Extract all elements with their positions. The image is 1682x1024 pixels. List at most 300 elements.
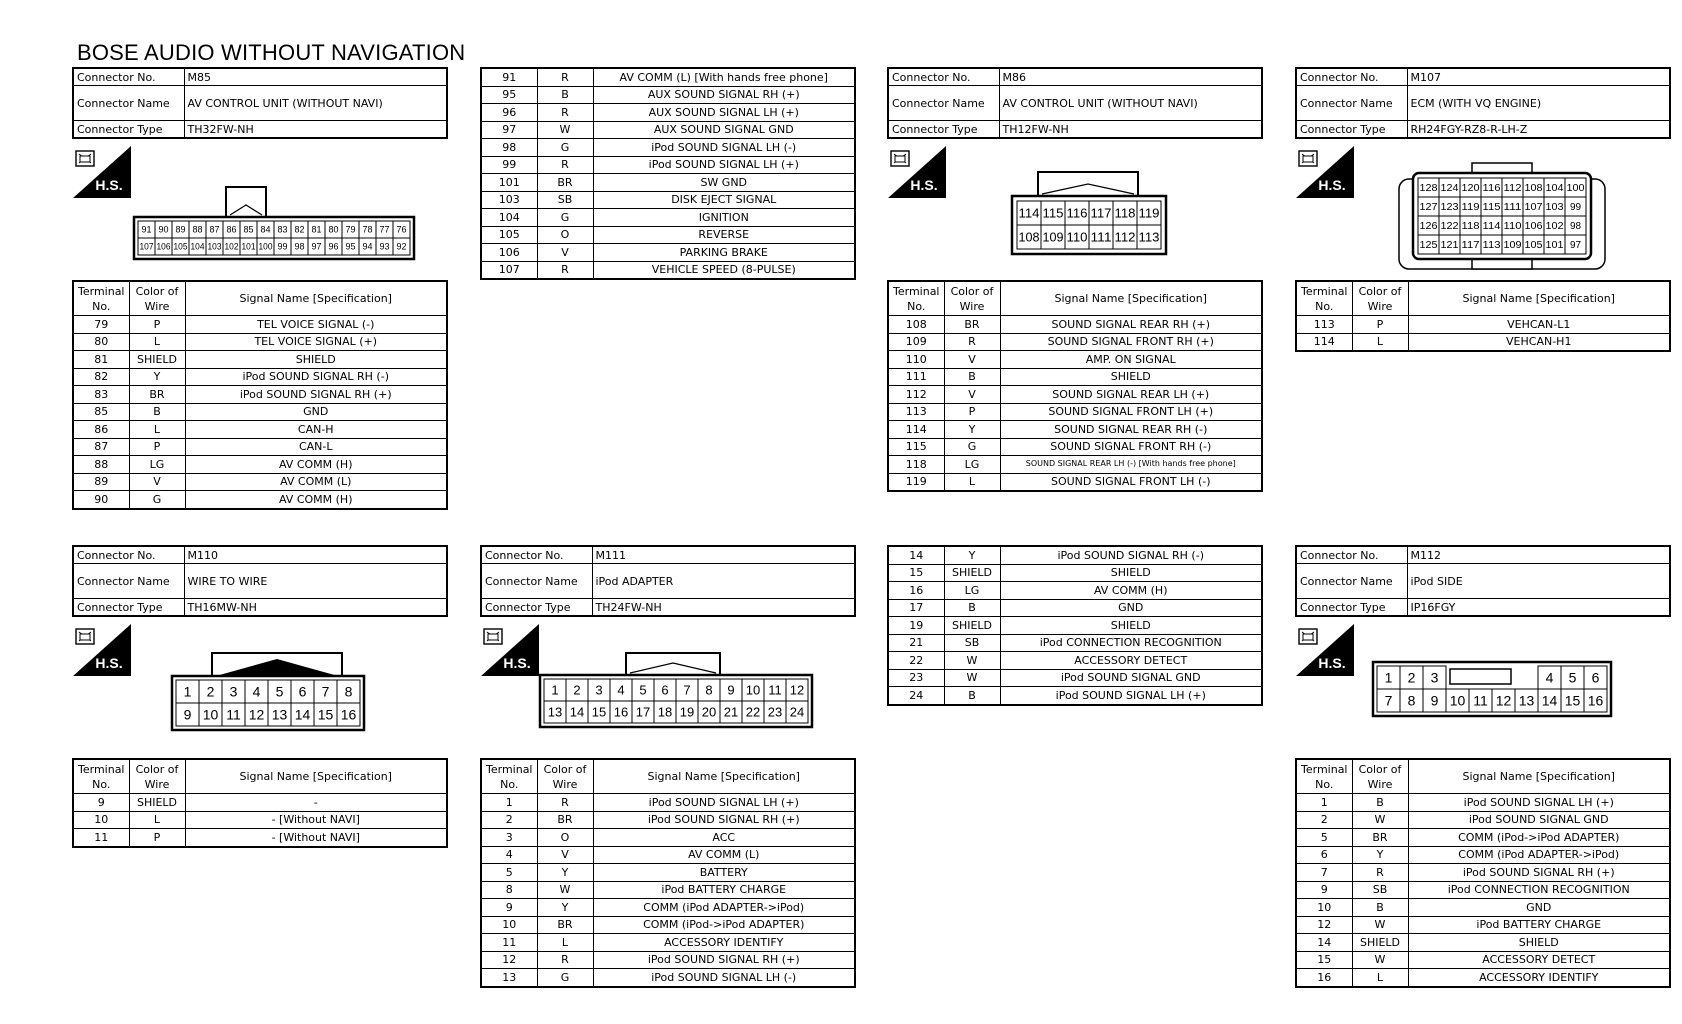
- wire-color: BR: [537, 174, 593, 192]
- signal-name: SOUND SIGNAL REAR RH (+): [1000, 316, 1262, 334]
- table-row: [73, 421, 447, 439]
- terminal-no: 108: [888, 316, 944, 334]
- table-row: [481, 846, 855, 864]
- wire-color: R: [944, 333, 1000, 351]
- terminal-no: 95: [481, 86, 537, 104]
- pin-number: 6: [298, 683, 307, 700]
- wire-color: L: [944, 473, 1000, 491]
- table-row: [481, 191, 855, 209]
- pin-number: 126: [1419, 221, 1438, 233]
- pin-number: 8: [344, 683, 353, 700]
- wire-color: W: [944, 669, 1000, 687]
- label: Connector Name: [1296, 564, 1407, 599]
- wire-color: SHIELD: [129, 351, 185, 369]
- pin-number: 3: [595, 682, 603, 698]
- pin-number: 13: [271, 706, 288, 723]
- pin-number: 106: [156, 241, 171, 252]
- terminal-no: 107: [481, 261, 537, 279]
- terminal-no: 1: [481, 794, 537, 812]
- table-row: [1296, 811, 1670, 829]
- pin-number: 90: [158, 224, 169, 235]
- connector-no: M111: [592, 546, 855, 564]
- wire-color: SHIELD: [129, 794, 185, 812]
- pin-number: 4: [252, 683, 261, 700]
- table-row: [481, 881, 855, 899]
- wire-color: W: [1352, 951, 1408, 969]
- signal-name: AUX SOUND SIGNAL RH (+): [593, 86, 855, 104]
- wire-color: P: [1352, 316, 1408, 334]
- table-row: [1296, 951, 1670, 969]
- pin-number: 2: [573, 682, 581, 698]
- label: Connector No.: [888, 68, 999, 86]
- terminal-no: 19: [888, 617, 944, 635]
- pin-number: 108: [1524, 183, 1543, 195]
- label: Connector No.: [481, 546, 592, 564]
- signal-name: VEHCAN-L1: [1408, 316, 1670, 334]
- pin-number: 89: [175, 224, 186, 235]
- terminal-no: 10: [1296, 899, 1352, 917]
- pin-number: 111: [1090, 229, 1112, 245]
- table-row: [1296, 864, 1670, 882]
- pin-number: 106: [1524, 221, 1543, 233]
- signal-name: SHIELD: [185, 351, 447, 369]
- terminal-no: 101: [481, 174, 537, 192]
- pin-number: 10: [745, 682, 761, 698]
- terminal-no: 6: [1296, 846, 1352, 864]
- signal-name: SHIELD: [1000, 617, 1262, 635]
- pin-number: 3: [1430, 669, 1439, 686]
- terminal-no: 23: [888, 669, 944, 687]
- signal-name: AV COMM (L) [With hands free phone]: [593, 68, 855, 86]
- signal-name: - [Without NAVI]: [185, 811, 447, 829]
- label: Connector Type: [1296, 121, 1407, 139]
- label: Connector Name: [73, 564, 184, 599]
- signal-name: -: [185, 794, 447, 812]
- wire-color: R: [1352, 864, 1408, 882]
- connector-no: M86: [999, 68, 1262, 86]
- pin-number: 109: [1042, 229, 1064, 245]
- terminal-no: 81: [73, 351, 129, 369]
- signal-name: iPod SOUND SIGNAL LH (+): [593, 156, 855, 174]
- pin-number: 110: [1066, 229, 1088, 245]
- table-row: [888, 546, 1262, 564]
- table-row: [481, 174, 855, 192]
- terminal-no: 99: [481, 156, 537, 174]
- pin-number: 93: [379, 241, 390, 252]
- pin-number: 110: [1503, 221, 1522, 233]
- wire-color: G: [537, 969, 593, 987]
- table-row: [481, 209, 855, 227]
- terminal-no: 24: [888, 687, 944, 705]
- table-row: [481, 244, 855, 262]
- wire-color: Y: [944, 546, 1000, 564]
- table-row: [1296, 829, 1670, 847]
- pin-number: 104: [190, 241, 205, 252]
- connector-info-m112: [1295, 545, 1671, 617]
- pin-number: 121: [1440, 240, 1459, 252]
- signal-name: TEL VOICE SIGNAL (+): [185, 333, 447, 351]
- pin-number: 8: [705, 682, 713, 698]
- header-signal-name: Signal Name [Specification]: [1408, 281, 1670, 316]
- wire-color: R: [537, 68, 593, 86]
- table-row: [888, 582, 1262, 600]
- connector-name: AV CONTROL UNIT (WITHOUT NAVI): [999, 86, 1262, 121]
- pin-number: 117: [1090, 205, 1112, 221]
- connector-info-m111: [480, 545, 856, 617]
- wire-color: P: [129, 438, 185, 456]
- signal-name: SOUND SIGNAL REAR LH (+): [1000, 386, 1262, 404]
- signal-name: COMM (iPod->iPod ADAPTER): [593, 916, 855, 934]
- wire-color: L: [1352, 969, 1408, 987]
- pin-number: 14: [569, 704, 585, 720]
- pin-number: 2: [1407, 669, 1416, 686]
- label: Connector No.: [1296, 546, 1407, 564]
- terminal-no: 105: [481, 226, 537, 244]
- table-row: [73, 456, 447, 474]
- pin-number: 108: [1018, 229, 1040, 245]
- wire-color: L: [129, 421, 185, 439]
- wire-color: Y: [537, 899, 593, 917]
- wire-color: L: [1352, 333, 1408, 351]
- wire-color: B: [1352, 794, 1408, 812]
- pin-number: 117: [1461, 240, 1480, 252]
- signal-name: COMM (iPod ADAPTER->iPod): [593, 899, 855, 917]
- signal-name: AV COMM (H): [1000, 582, 1262, 600]
- pin-number: 115: [1042, 205, 1064, 221]
- signal-name: iPod BATTERY CHARGE: [1408, 916, 1670, 934]
- wire-color: SHIELD: [944, 564, 1000, 582]
- signal-name: SHIELD: [1000, 564, 1262, 582]
- pin-number: 10: [202, 706, 219, 723]
- connector-name: WIRE TO WIRE: [184, 564, 447, 599]
- signal-name: SW GND: [593, 174, 855, 192]
- table-row: [888, 652, 1262, 670]
- signal-name: ACCESSORY IDENTIFY: [1408, 969, 1670, 987]
- pin-number: 81: [311, 224, 322, 235]
- wire-color: G: [537, 139, 593, 157]
- pin-number: 17: [635, 704, 651, 720]
- label: Connector Name: [481, 564, 592, 599]
- pin-number: 98: [294, 241, 305, 252]
- wire-color: G: [944, 438, 1000, 456]
- pin-number: 16: [1587, 692, 1604, 709]
- header-terminal-no: Terminal No.: [73, 281, 129, 316]
- table-row: [481, 139, 855, 157]
- pin-number: 107: [1524, 202, 1543, 214]
- pin-number: 15: [591, 704, 607, 720]
- pin-number: 123: [1440, 202, 1459, 214]
- pin-number: 21: [723, 704, 739, 720]
- pin-number: 1: [1384, 669, 1393, 686]
- terminal-no: 10: [481, 916, 537, 934]
- terminal-no: 9: [481, 899, 537, 917]
- pin-number: 118: [1461, 221, 1480, 233]
- terminal-no: 15: [1296, 951, 1352, 969]
- connector-face-m107: [1397, 161, 1607, 271]
- terminal-no: 4: [481, 846, 537, 864]
- hs-icon: [1296, 146, 1354, 198]
- pin-number: 99: [277, 241, 288, 252]
- pin-number: 105: [173, 241, 188, 252]
- signal-name: AMP. ON SIGNAL: [1000, 351, 1262, 369]
- wire-color: Y: [944, 421, 1000, 439]
- connector-name: iPod ADAPTER: [592, 564, 855, 599]
- table-row: [481, 104, 855, 122]
- connector-no: M112: [1407, 546, 1670, 564]
- wire-color: L: [537, 934, 593, 952]
- pin-number: 96: [328, 241, 339, 252]
- signal-name: iPod SOUND SIGNAL RH (-): [185, 368, 447, 386]
- wire-color: B: [537, 86, 593, 104]
- pin-number: 87: [209, 224, 220, 235]
- signal-name: iPod SOUND SIGNAL LH (+): [593, 794, 855, 812]
- signal-name: COMM (iPod->iPod ADAPTER): [1408, 829, 1670, 847]
- pin-number: 79: [345, 224, 356, 235]
- terminal-no: 106: [481, 244, 537, 262]
- signal-name: iPod SOUND SIGNAL LH (-): [593, 139, 855, 157]
- pin-number: 107: [139, 241, 154, 252]
- terminal-no: 7: [1296, 864, 1352, 882]
- table-row: [73, 829, 447, 847]
- wire-color: O: [537, 226, 593, 244]
- pin-number: 14: [294, 706, 311, 723]
- terminal-no: 11: [73, 829, 129, 847]
- table-row: [1296, 333, 1670, 351]
- table-row: [73, 794, 447, 812]
- signal-name: SOUND SIGNAL REAR LH (-) [With hands free phone]: [1000, 456, 1262, 474]
- pin-number: 15: [1564, 692, 1581, 709]
- pin-number: 105: [1524, 240, 1543, 252]
- pin-number: 92: [396, 241, 407, 252]
- pin-number: 100: [258, 241, 273, 252]
- header-color-of-wire: Color of Wire: [944, 281, 1000, 316]
- wire-color: R: [537, 794, 593, 812]
- connector-name: iPod SIDE: [1407, 564, 1670, 599]
- terminal-no: 16: [888, 582, 944, 600]
- header-terminal-no: Terminal No.: [73, 759, 129, 794]
- signal-name: SOUND SIGNAL FRONT LH (-): [1000, 473, 1262, 491]
- table-row: [481, 226, 855, 244]
- wire-color: L: [129, 333, 185, 351]
- signal-name: SOUND SIGNAL FRONT RH (-): [1000, 438, 1262, 456]
- pin-number: 116: [1066, 205, 1088, 221]
- connector-face-m111: [538, 651, 814, 729]
- pin-number: 98: [1569, 221, 1582, 233]
- table-row: [481, 899, 855, 917]
- pin-number: 11: [768, 682, 782, 698]
- signal-name: DISK EJECT SIGNAL: [593, 191, 855, 209]
- wire-color: SB: [944, 634, 1000, 652]
- header-signal-name: Signal Name [Specification]: [1408, 759, 1670, 794]
- wire-color: SHIELD: [1352, 934, 1408, 952]
- terminal-no: 90: [73, 491, 129, 509]
- connector-type: TH32FW-NH: [184, 121, 447, 139]
- signal-name: AV COMM (H): [185, 491, 447, 509]
- pin-number: 85: [243, 224, 254, 235]
- pin-number: 113: [1138, 229, 1160, 245]
- pin-number: 7: [683, 682, 691, 698]
- table-row: [888, 368, 1262, 386]
- pin-number: 11: [1473, 692, 1488, 709]
- signal-name: IGNITION: [593, 209, 855, 227]
- terminal-no: 3: [481, 829, 537, 847]
- table-row: [1296, 899, 1670, 917]
- table-row: [888, 333, 1262, 351]
- label: Connector Type: [73, 121, 184, 139]
- page-title: BOSE AUDIO WITHOUT NAVIGATION: [77, 40, 466, 65]
- connector-name: ECM (WITH VQ ENGINE): [1407, 86, 1670, 121]
- wire-color: Y: [537, 864, 593, 882]
- pin-number: 13: [1518, 692, 1535, 709]
- wire-color: R: [537, 156, 593, 174]
- wire-color: P: [129, 829, 185, 847]
- pin-number: 12: [789, 682, 805, 698]
- label: Connector No.: [1296, 68, 1407, 86]
- signal-name: BATTERY: [593, 864, 855, 882]
- signal-name: CAN-H: [185, 421, 447, 439]
- pin-number: 103: [1545, 202, 1564, 214]
- pin-number: 9: [1430, 692, 1439, 709]
- label: Connector Name: [1296, 86, 1407, 121]
- pin-number: 127: [1419, 202, 1438, 214]
- wire-color: R: [537, 951, 593, 969]
- table-row: [481, 934, 855, 952]
- table-row: [73, 491, 447, 509]
- pin-number: 112: [1503, 183, 1522, 195]
- header-signal-name: Signal Name [Specification]: [185, 281, 447, 316]
- pin-number: 12: [248, 706, 265, 723]
- wire-color: BR: [537, 916, 593, 934]
- table-header: [1296, 759, 1670, 794]
- table-row: [481, 969, 855, 987]
- wire-color: P: [944, 403, 1000, 421]
- header-color-of-wire: Color of Wire: [1352, 281, 1408, 316]
- pin-number: 113: [1482, 240, 1501, 252]
- pin-table-m85-b: [480, 67, 856, 280]
- table-row: [888, 316, 1262, 334]
- pin-table-m86: [887, 280, 1263, 492]
- connector-type: TH12FW-NH: [999, 121, 1262, 139]
- pin-number: 112: [1114, 229, 1136, 245]
- connector-info-m107: [1295, 67, 1671, 139]
- signal-name: CAN-L: [185, 438, 447, 456]
- label: Connector Name: [888, 86, 999, 121]
- pin-number: 88: [192, 224, 203, 235]
- signal-name: iPod CONNECTION RECOGNITION: [1408, 881, 1670, 899]
- table-row: [888, 599, 1262, 617]
- terminal-no: 5: [481, 864, 537, 882]
- wire-color: W: [537, 881, 593, 899]
- table-row: [481, 811, 855, 829]
- wire-color: W: [1352, 811, 1408, 829]
- signal-name: TEL VOICE SIGNAL (-): [185, 316, 447, 334]
- pin-number: 14: [1541, 692, 1558, 709]
- wire-color: LG: [944, 582, 1000, 600]
- header-color-of-wire: Color of Wire: [1352, 759, 1408, 794]
- table-row: [481, 864, 855, 882]
- label: Connector Type: [481, 599, 592, 617]
- table-row: [481, 121, 855, 139]
- pin-number: 3: [229, 683, 238, 700]
- terminal-no: 2: [1296, 811, 1352, 829]
- connector-face-m112: [1371, 660, 1613, 718]
- signal-name: SOUND SIGNAL FRONT LH (+): [1000, 403, 1262, 421]
- table-row: [1296, 316, 1670, 334]
- header-color-of-wire: Color of Wire: [537, 759, 593, 794]
- wire-color: O: [537, 829, 593, 847]
- terminal-no: 13: [481, 969, 537, 987]
- terminal-no: 89: [73, 473, 129, 491]
- terminal-no: 10: [73, 811, 129, 829]
- signal-name: - [Without NAVI]: [185, 829, 447, 847]
- signal-name: SHIELD: [1000, 368, 1262, 386]
- table-header: [1296, 281, 1670, 316]
- pin-number: 20: [701, 704, 717, 720]
- signal-name: VEHICLE SPEED (8-PULSE): [593, 261, 855, 279]
- pin-number: 102: [224, 241, 239, 252]
- connector-no: M110: [184, 546, 447, 564]
- signal-name: COMM (iPod ADAPTER->iPod): [1408, 846, 1670, 864]
- pin-table-m110: [72, 758, 448, 848]
- signal-name: AUX SOUND SIGNAL LH (+): [593, 104, 855, 122]
- wire-color: B: [944, 368, 1000, 386]
- wire-color: L: [129, 811, 185, 829]
- table-row: [888, 473, 1262, 491]
- terminal-no: 12: [481, 951, 537, 969]
- pin-number: 95: [345, 241, 356, 252]
- table-row: [888, 687, 1262, 705]
- connector-name: AV CONTROL UNIT (WITHOUT NAVI): [184, 86, 447, 121]
- pin-number: 114: [1018, 205, 1040, 221]
- signal-name: iPod CONNECTION RECOGNITION: [1000, 634, 1262, 652]
- signal-name: AUX SOUND SIGNAL GND: [593, 121, 855, 139]
- wire-color: W: [1352, 916, 1408, 934]
- header-signal-name: Signal Name [Specification]: [1000, 281, 1262, 316]
- label: Connector No.: [73, 68, 184, 86]
- connector-info-m85: [72, 67, 448, 139]
- wire-color: P: [129, 316, 185, 334]
- wire-color: R: [537, 104, 593, 122]
- signal-name: iPod SOUND SIGNAL GND: [1408, 811, 1670, 829]
- pin-number: 16: [613, 704, 629, 720]
- signal-name: iPod SOUND SIGNAL RH (+): [1408, 864, 1670, 882]
- signal-name: AV COMM (L): [593, 846, 855, 864]
- header-color-of-wire: Color of Wire: [129, 759, 185, 794]
- terminal-no: 113: [888, 403, 944, 421]
- wire-color: SB: [537, 191, 593, 209]
- label: Connector Type: [73, 599, 184, 617]
- connector-no: M107: [1407, 68, 1670, 86]
- header-color-of-wire: Color of Wire: [129, 281, 185, 316]
- pin-number: 6: [1591, 669, 1600, 686]
- pin-number: 100: [1566, 183, 1585, 195]
- pin-table-m111-b: [887, 545, 1263, 706]
- table-row: [888, 456, 1262, 474]
- pin-number: 119: [1138, 205, 1160, 221]
- terminal-no: 96: [481, 104, 537, 122]
- table-row: [73, 368, 447, 386]
- table-row: [888, 617, 1262, 635]
- pin-number: 115: [1482, 202, 1501, 214]
- table-row: [73, 403, 447, 421]
- signal-name: ACC: [593, 829, 855, 847]
- pin-number: 114: [1482, 221, 1501, 233]
- terminal-no: 9: [1296, 881, 1352, 899]
- pin-number: 119: [1461, 202, 1480, 214]
- pin-number: 102: [1545, 221, 1564, 233]
- terminal-no: 8: [481, 881, 537, 899]
- wire-color: B: [944, 599, 1000, 617]
